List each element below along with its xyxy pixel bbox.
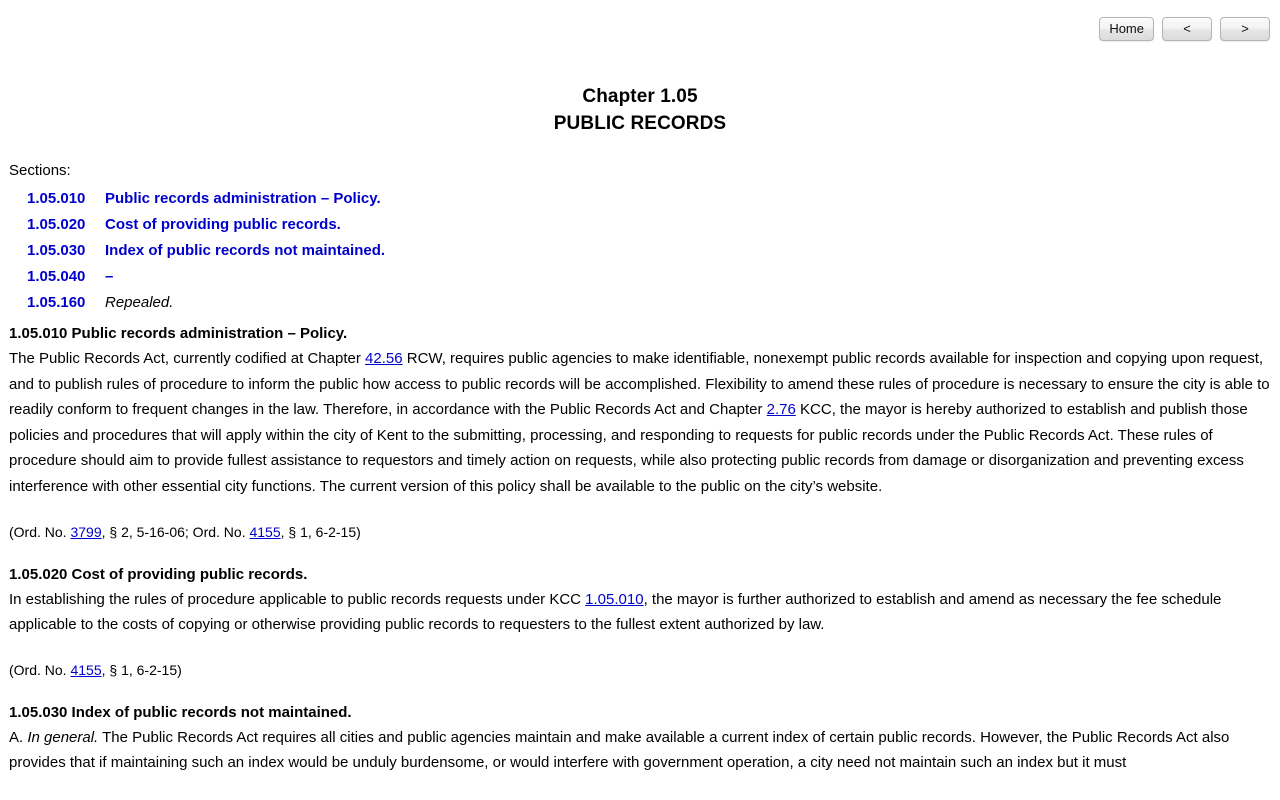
section-title[interactable]: – — [105, 268, 114, 285]
section-020-citation — [0, 638, 1280, 680]
list-item[interactable] — [0, 186, 1280, 212]
cite-text: , § 1, 6-2-15) — [280, 523, 361, 540]
section-number[interactable]: 1.05.010 — [27, 190, 86, 207]
section-title: Repealed. — [105, 294, 174, 311]
sections-label: Sections: — [9, 162, 71, 179]
ord-4155-link-2[interactable]: 4155 — [70, 661, 102, 678]
para-text: KCC, the mayor is hereby authorized to establish and publish those policies and procedures that will apply within the city of Kent to the submitting, processing, and responding to requests for public records under the Public Records Act. These rules of procedure should aim to provide fullest assistance to requestors and timely action on requests, while also protecting public records from damage or disorganization and preventing excess interference with other essential city functions. The current version of this policy shall be available to the public on the city’s website. — [9, 401, 1248, 495]
chapter-name: PUBLIC RECORDS — [553, 113, 727, 134]
kcc-2-76-link[interactable]: 2.76 — [766, 401, 796, 419]
section-heading-1-05-010: 1.05.010 Public records administration – Policy. — [9, 325, 348, 342]
section-title[interactable]: Index of public records not maintained. — [105, 242, 386, 259]
para-text: In establishing the rules of procedure applicable to public records requests under KCC — [9, 590, 586, 608]
kcc-1-05-010-link[interactable]: 1.05.010 — [585, 590, 644, 608]
list-item[interactable] — [0, 212, 1280, 238]
section-010-paragraph — [0, 346, 1280, 500]
ord-3799-link[interactable]: 3799 — [70, 523, 102, 540]
list-item[interactable] — [0, 264, 1280, 290]
page-title — [0, 0, 1280, 137]
chapter-number: Chapter 1.05 — [582, 86, 698, 107]
para-text: The Public Records Act, currently codified at Chapter — [9, 350, 366, 367]
rcw-42-56-link[interactable]: 42.56 — [365, 350, 403, 367]
cite-text: (Ord. No. — [9, 523, 71, 540]
cite-text: , § 2, 5-16-06; Ord. No. — [101, 523, 250, 540]
para-text: RCW, requires public agencies to make identifiable, nonexempt public records available for inspection and copying upon request, and to publish rules of procedure to inform the public how access to public records will be accomplished. Flexibility to amend these rules of procedure is necessary to ensure the city is able to readily conform to frequent changes in the law. Therefore, in accordance with the Public Records Act and Chapter — [9, 350, 1270, 419]
cite-text: (Ord. No. — [9, 661, 71, 678]
section-number[interactable]: 1.05.160 — [27, 294, 86, 311]
sections-toc — [0, 181, 1280, 316]
next-page-button[interactable]: > — [1220, 17, 1270, 41]
section-010-citation — [0, 500, 1280, 542]
home-button[interactable]: Home — [1099, 17, 1154, 41]
para-text: A. — [9, 728, 28, 746]
cite-text: , § 1, 6-2-15) — [101, 661, 182, 678]
section-heading-1-05-020: 1.05.020 Cost of providing public records. — [9, 565, 308, 583]
previous-page-button[interactable]: < — [1162, 17, 1212, 41]
section-number[interactable]: 1.05.020 — [27, 216, 86, 233]
section-title[interactable]: Cost of providing public records. — [105, 216, 341, 233]
section-020-paragraph — [0, 587, 1280, 638]
in-general-emphasis: In general. — [27, 728, 99, 746]
list-item[interactable] — [0, 238, 1280, 264]
section-title[interactable]: Public records administration – Policy. — [105, 190, 381, 207]
list-item — [0, 290, 1280, 316]
section-number[interactable]: 1.05.030 — [27, 242, 86, 259]
section-number[interactable]: 1.05.040 — [27, 268, 86, 285]
para-text: , the mayor is further authorized to establish and amend as necessary the fee schedule applicable to the costs of copying or otherwise providing public records to requesters to the fullest extent authorized by law. — [9, 590, 1222, 634]
section-030-paragraph — [0, 725, 1280, 776]
section-heading-1-05-030: 1.05.030 Index of public records not maintained. — [9, 703, 352, 721]
para-text: The Public Records Act requires all cities and public agencies maintain and make available a current index of certain public records. However, the Public Records Act also provides that if maintaining such an index would be unduly burdensome, or would interfere with government operation, a city need not maintain such an index but it must — [9, 728, 1230, 772]
ord-4155-link[interactable]: 4155 — [249, 523, 281, 540]
